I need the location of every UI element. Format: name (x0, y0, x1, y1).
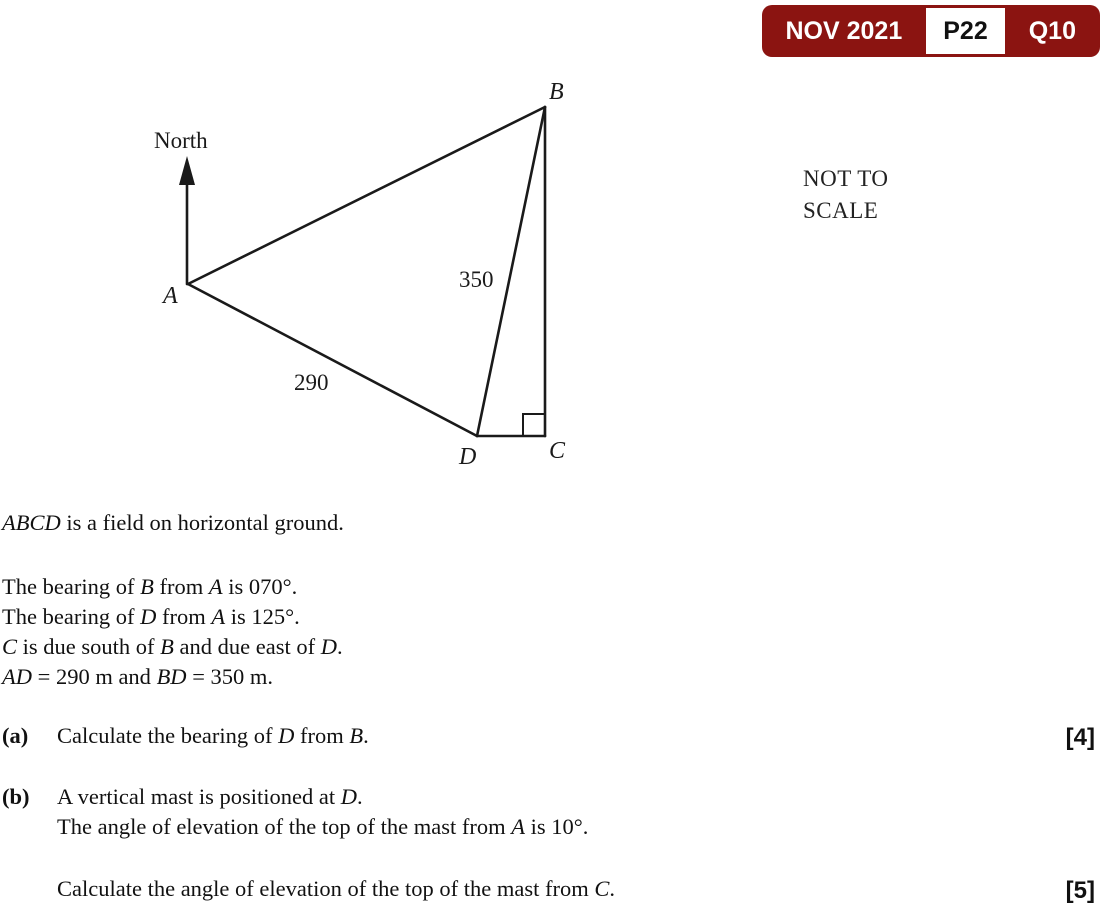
paper-number-label: P22 (926, 8, 1004, 54)
line-AD (188, 284, 477, 436)
part-a-marks: [4] (1065, 724, 1095, 751)
north-label: North (154, 128, 208, 153)
vertex-label-B: B (549, 79, 564, 105)
not-to-scale-note (803, 163, 888, 227)
fact-bearing-D-from-A: The bearing of D from A is 125°. (2, 604, 300, 629)
exam-session-label: NOV 2021 (785, 16, 903, 45)
fact-lengths: AD = 290 m and BD = 350 m. (2, 664, 274, 689)
length-label-BD: 350 (459, 267, 494, 292)
vertex-label-A: A (163, 283, 178, 309)
not-to-scale-line2: SCALE (803, 198, 879, 223)
part-b-marks: [5] (1065, 877, 1095, 904)
statement-intro (2, 510, 344, 536)
fact-C-position: C is due south of B and due east of D. (2, 634, 343, 659)
statement-intro-var: ABCD (2, 510, 61, 535)
fact-bearing-B-from-A: The bearing of B from A is 070°. (2, 574, 298, 599)
question-number-label: Q10 (1028, 16, 1076, 45)
vertex-label-C: C (549, 438, 566, 464)
bearings-diagram (0, 0, 700, 500)
statement-intro-text: is a field on horizontal ground. (60, 510, 344, 535)
part-a-label: (a) (2, 723, 29, 748)
part-b-statement-2: The angle of elevation of the top of the mast from A is 10°. (57, 814, 589, 839)
not-to-scale-line1: NOT TO (803, 166, 889, 191)
line-AB (188, 107, 545, 284)
north-arrow-head-icon (179, 156, 195, 185)
part-b-label: (b) (2, 784, 30, 809)
vertex-label-D: D (459, 444, 477, 470)
right-angle-mark (523, 414, 545, 436)
length-label-AD: 290 (294, 370, 329, 395)
statement-facts (2, 572, 343, 692)
part-b-question: Calculate the angle of elevation of the top of the mast from C. (57, 876, 615, 901)
part-b-statement-1: (b) A vertical mast is positioned at D. (2, 784, 363, 809)
question-reference-badge (762, 5, 1100, 57)
part-a-question: (a) Calculate the bearing of D from B. (2, 723, 369, 748)
